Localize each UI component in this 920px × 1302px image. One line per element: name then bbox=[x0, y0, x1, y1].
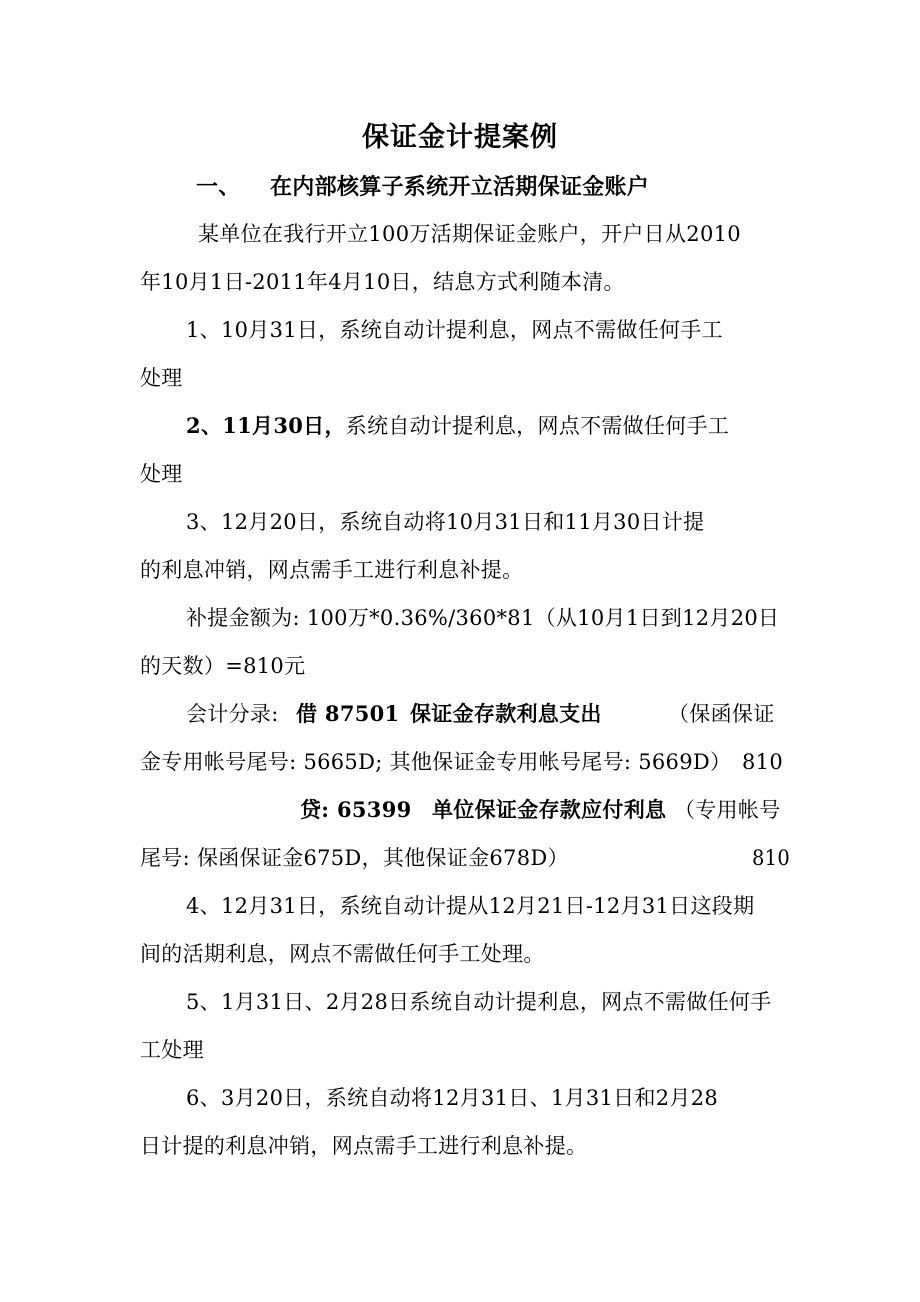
entry-debit-name: 保证金存款利息支出 bbox=[410, 701, 602, 726]
entry-credit-line-2: 尾号: 保函保证金675D，其他保证金678D） bbox=[140, 846, 569, 870]
entry-credit-note: （专用帐号 bbox=[674, 798, 781, 822]
item-1-line-1: 1、10月31日，系统自动计提利息，网点不需做任何手工 bbox=[186, 318, 723, 342]
intro-line-2: 年10月1日-2011年4月10日，结息方式利随本清。 bbox=[140, 270, 625, 294]
entry-credit-amount: 810 bbox=[752, 846, 790, 870]
section-number: 一、 bbox=[196, 174, 241, 200]
supplement-line-1: 补提金额为: 100万*0.36%/360*81（从10月1日到12月20日 bbox=[186, 606, 780, 630]
item-5-line-1: 5、1月31日、2月28日系统自动计提利息，网点不需做任何手 bbox=[186, 990, 772, 1014]
entry-prefix: 会计分录: bbox=[186, 702, 279, 726]
entry-debit-note: （保函保证 bbox=[668, 702, 775, 726]
entry-debit-line-2: 金专用帐号尾号: 5665D; 其他保证金专用帐号尾号: 5669D） bbox=[140, 750, 732, 774]
item-2-line-1 bbox=[186, 411, 729, 441]
entry-credit-name: 单位保证金存款应付利息 bbox=[432, 797, 667, 822]
entry-debit-amount: 810 bbox=[742, 750, 783, 774]
intro-line-1: 某单位在我行开立100万活期保证金账户，开户日从2010 bbox=[198, 222, 741, 246]
page-title: 保证金计提案例 bbox=[362, 122, 558, 153]
item-3-line-1: 3、12月20日，系统自动将10月31日和11月30日计提 bbox=[186, 510, 705, 534]
entry-credit-code: 贷: 65399 bbox=[300, 797, 412, 822]
entry-debit-code: 借 87501 bbox=[296, 701, 400, 726]
item-4-line-1: 4、12月31日，系统自动计提从12月21日-12月31日这段期 bbox=[186, 894, 755, 918]
item-6-line-1: 6、3月20日，系统自动将12月31日、1月31日和2月28 bbox=[186, 1086, 719, 1110]
item-5-line-2: 工处理 bbox=[140, 1038, 204, 1062]
item-2-date: 2、11月30日， bbox=[186, 413, 346, 438]
item-2-line-2: 处理 bbox=[140, 462, 183, 486]
item-2-text: 系统自动计提利息，网点不需做任何手工 bbox=[345, 414, 730, 438]
supplement-line-2: 的天数）=810元 bbox=[140, 654, 306, 678]
item-4-line-2: 间的活期利息，网点不需做任何手工处理。 bbox=[140, 942, 545, 966]
item-1-line-2: 处理 bbox=[140, 366, 183, 390]
item-6-line-2: 日计提的利息冲销，网点需手工进行利息补提。 bbox=[140, 1134, 588, 1158]
section-heading: 在内部核算子系统开立活期保证金账户 bbox=[270, 174, 650, 200]
item-3-line-2: 的利息冲销，网点需手工进行利息补提。 bbox=[140, 558, 524, 582]
